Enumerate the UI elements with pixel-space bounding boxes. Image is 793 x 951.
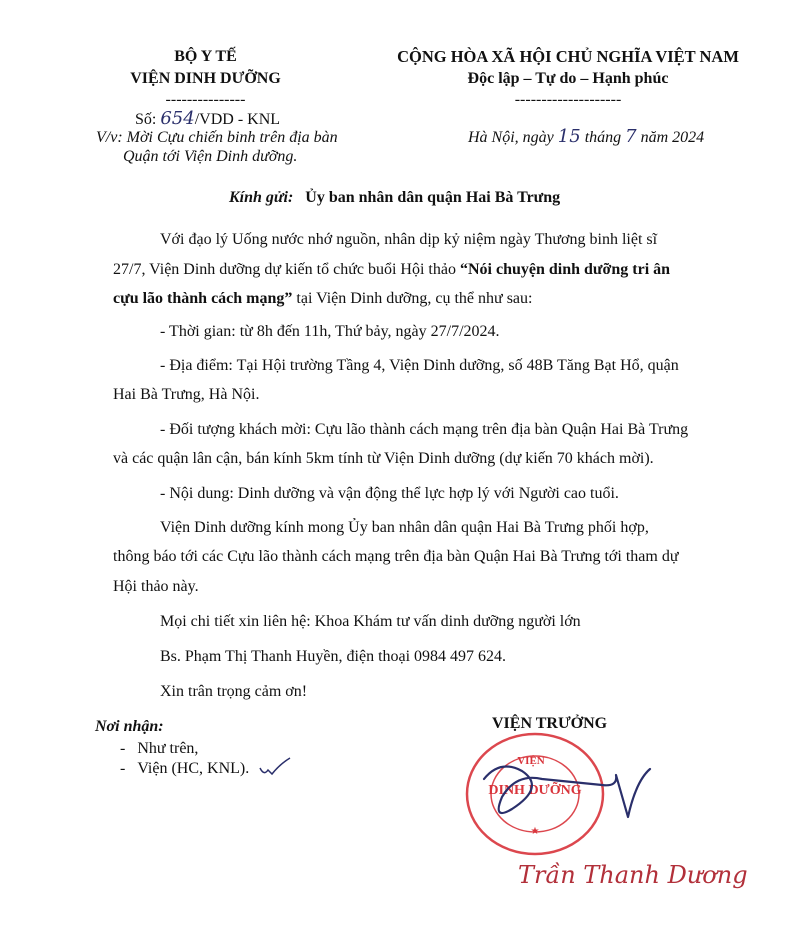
recipients-label: Nơi nhận: — [95, 718, 164, 735]
document-number — [135, 109, 280, 130]
greeting-label: Kính gửi: — [229, 189, 294, 206]
para1-line2-a: 27/7, Viện Dinh dưỡng dự kiến tổ chức buổi Hội thảo — [113, 261, 460, 278]
contact-line2: Bs. Phạm Thị Thanh Huyền, điện thoại 0984 497 624. — [160, 648, 507, 665]
request-line2: thông báo tới các Cựu lão thành cách mạng trên địa bàn Quận Hai Bà Trưng tới tham dự — [113, 548, 679, 565]
guests-line2: và các quận lân cận, bán kính 5km tính từ Viện Dinh dưỡng (dự kiến 70 khách mời). — [113, 450, 654, 467]
number-suffix: /VDD - KNL — [194, 111, 281, 128]
event-place-line2: Hai Bà Trưng, Hà Nội. — [113, 386, 260, 403]
date-year: năm 2024 — [640, 129, 705, 146]
date-month-word: tháng — [584, 129, 622, 146]
institute-name: VIỆN DINH DƯỠNG — [130, 70, 281, 87]
greeting — [229, 188, 560, 208]
right-header-rule: -------------------- — [514, 91, 622, 108]
workshop-title-part1: “Nói chuyện dinh dưỡng tri ân — [459, 261, 671, 278]
recipient-item-1: - Như trên, — [120, 740, 199, 757]
para1-line3 — [113, 289, 532, 309]
date-place: Hà Nội, ngày — [468, 129, 554, 146]
para1-line2 — [113, 260, 670, 280]
national-motto: Độc lập – Tự do – Hạnh phúc — [467, 70, 669, 87]
request-line1: Viện Dinh dưỡng kính mong Ủy ban nhân dân quận Hai Bà Trưng phối hợp, — [160, 519, 649, 536]
date-month: 7 — [625, 126, 637, 147]
stamp-text-top: VIỆN — [517, 755, 545, 767]
number-prefix: Số: — [135, 111, 157, 128]
stamp-text-mid: DINH DƯỠNG — [488, 783, 582, 798]
number-handwritten: 654 — [160, 108, 195, 129]
event-time: - Thời gian: từ 8h đến 11h, Thứ bảy, ngày 27/7/2024. — [160, 323, 500, 340]
thanks: Xin trân trọng cảm ơn! — [160, 683, 308, 700]
ministry-name: BỘ Y TẾ — [174, 48, 237, 65]
subject-line-1: V/v: Mời Cựu chiến binh trên địa bàn — [96, 129, 338, 146]
date-day: 15 — [557, 126, 581, 147]
recipient-item-2: - Viện (HC, KNL). — [120, 760, 250, 777]
signature-title: VIỆN TRƯỞNG — [492, 715, 608, 732]
signer-name: Trần Thanh Dương — [518, 861, 748, 889]
para1-line3-b: tại Viện Dinh dưỡng, cụ thể như sau: — [292, 290, 533, 307]
event-content: - Nội dung: Dinh dưỡng và vận động thể lực hợp lý với Người cao tuổi. — [160, 485, 619, 502]
date-line — [468, 127, 704, 148]
country-name: CỘNG HÒA XÃ HỘI CHỦ NGHĨA VIỆT NAM — [397, 47, 739, 66]
guests-line1: - Đối tượng khách mời: Cựu lão thành cách mạng trên địa bàn Quận Hai Bà Trưng — [160, 421, 689, 438]
left-header-rule: --------------- — [165, 91, 246, 108]
request-line3: Hội thảo này. — [113, 578, 199, 595]
greeting-recipient: Ủy ban nhân dân quận Hai Bà Trưng — [305, 189, 561, 206]
workshop-title-part2: cựu lão thành cách mạng” — [113, 290, 293, 307]
subject-line-2: Quận tới Viện Dinh dưỡng. — [123, 148, 298, 165]
initials-mark-icon — [258, 756, 292, 778]
stamp-star-icon: ★ — [530, 826, 540, 837]
para1-line1: Với đạo lý Uống nước nhớ nguồn, nhân dịp kỷ niệm ngày Thương binh liệt sĩ — [160, 231, 658, 248]
contact-line1: Mọi chi tiết xin liên hệ: Khoa Khám tư vấn dinh dưỡng người lớn — [160, 613, 581, 630]
event-place-line1: - Địa điểm: Tại Hội trường Tầng 4, Viện Dinh dưỡng, số 48B Tăng Bạt Hổ, quận — [160, 357, 679, 374]
signature-scribble-icon — [468, 745, 658, 835]
